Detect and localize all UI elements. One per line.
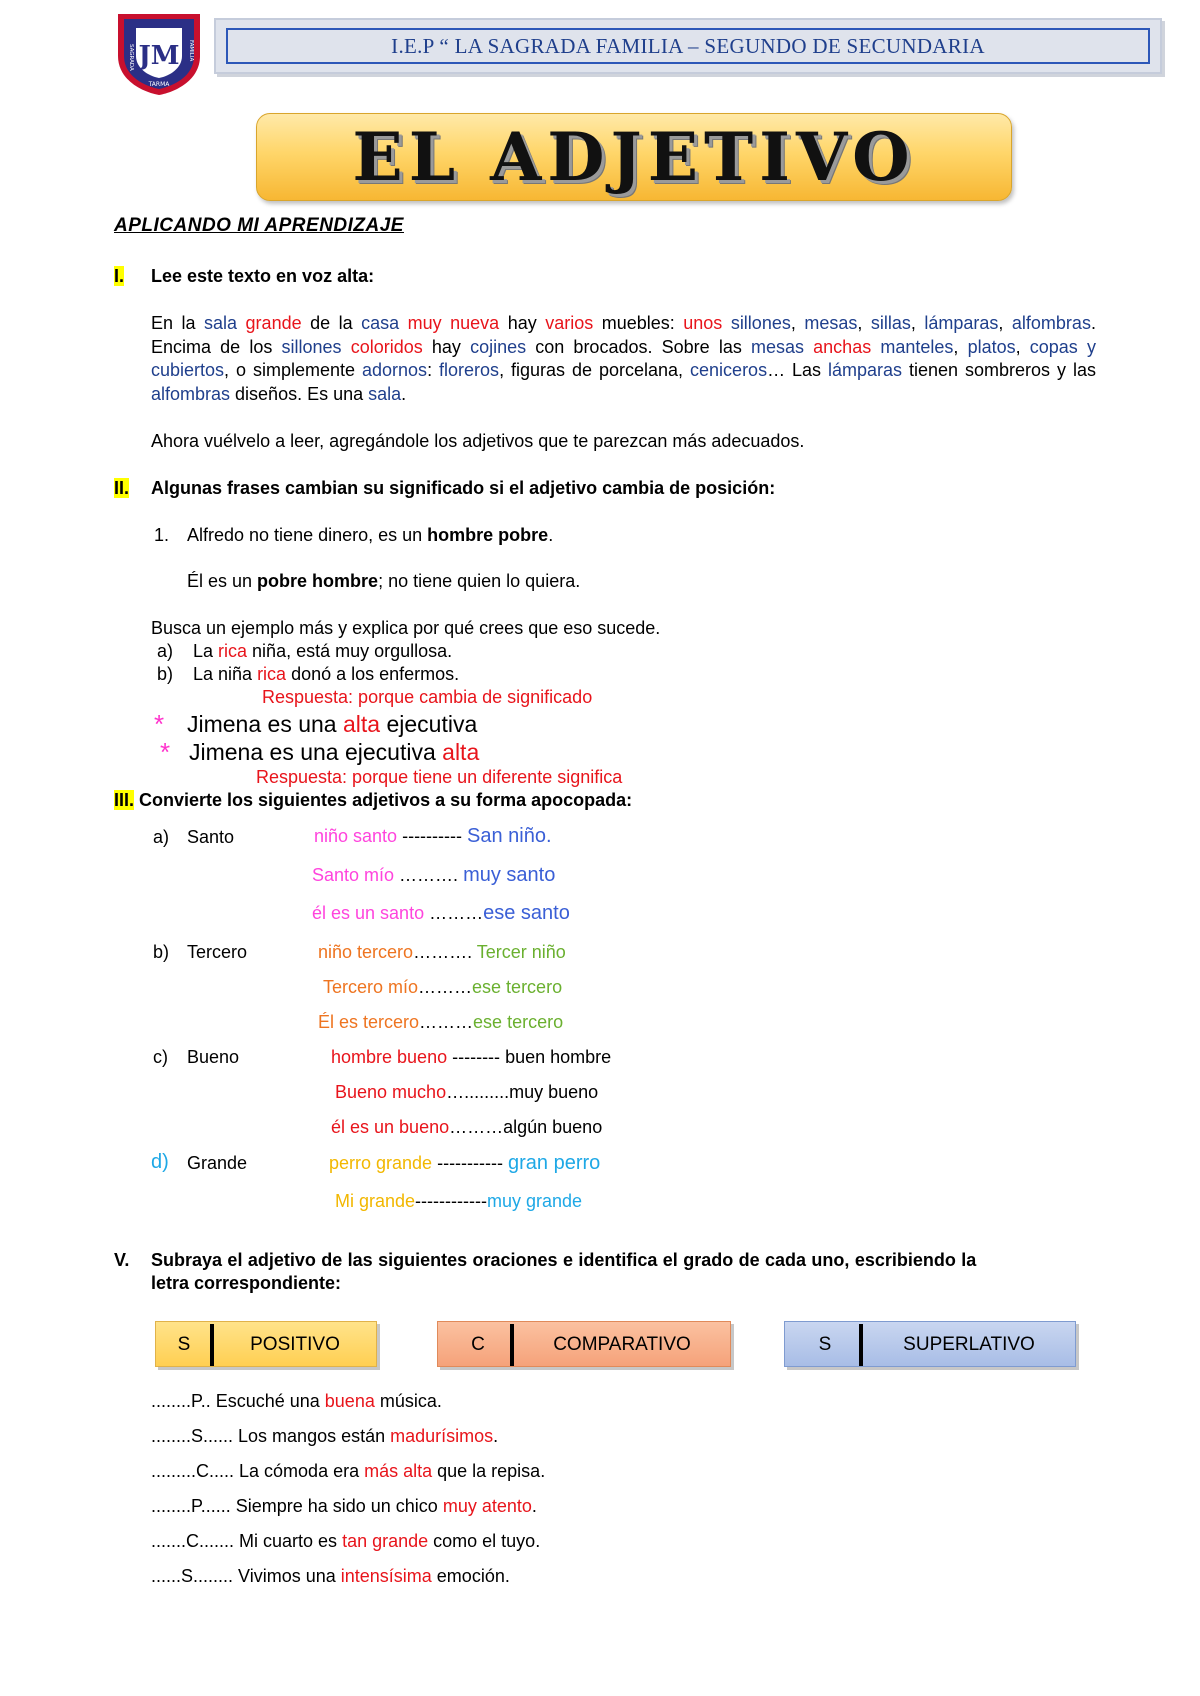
paragraph-text: hay (422, 336, 471, 357)
item-a-row-3-c: ese santo (483, 902, 570, 924)
example-2-bold: pobre hombre (257, 571, 379, 591)
sentence-5-pre: Mi cuarto es (239, 1531, 343, 1551)
noun-word: sillones (730, 313, 791, 333)
section-ii-heading: Algunas frases cambian su significado si el adjetivo cambia de posición: (151, 478, 776, 498)
school-banner (214, 18, 1162, 74)
title-banner (256, 113, 1012, 201)
logo-text-left: SAGRADA (128, 44, 134, 71)
sentence-1-pre: Escuché una (215, 1391, 325, 1411)
school-name: I.E.P “ LA SAGRADA FAMILIA – SEGUNDO DE SECUNDARIA (226, 28, 1150, 64)
item-d-row-2-b: ------------ (415, 1191, 487, 1211)
item-c-row-3-a: él es un bueno (331, 1117, 450, 1137)
sentence-2-answer: ........S...... (151, 1426, 239, 1446)
item-d-row-1 (329, 1152, 600, 1174)
sentence-3-answer: .........C..... (151, 1461, 240, 1481)
grade-comparativo-key: C (471, 1334, 485, 1355)
item-b-row-2 (323, 976, 562, 998)
example-a-label: a) (157, 641, 174, 661)
noun-word: platos (967, 336, 1016, 357)
noun-word: casa (361, 313, 400, 333)
noun-word: alfombras (151, 383, 231, 404)
item-b-row-3-b: ……… (419, 1012, 474, 1032)
item-b-row-3-a: Él es tercero (318, 1012, 420, 1032)
example-a (157, 640, 453, 662)
item-c-word: Bueno (187, 1047, 240, 1067)
paragraph-text: . (401, 383, 407, 404)
example-b-post: donó a los enfermos. (286, 664, 460, 684)
item-d-row-2-c: muy grande (486, 1191, 583, 1211)
example-a-pre: La (193, 641, 219, 661)
noun-word: sillas (870, 313, 911, 333)
adjective-word: grande (245, 313, 302, 333)
noun-word: alfombras (1011, 313, 1091, 333)
adjective-word: unos (683, 313, 723, 333)
item-a-row-2-b: ………. (394, 865, 464, 885)
section-iii-title (114, 789, 632, 811)
item-c-row-3-c: algún bueno (503, 1117, 603, 1137)
paragraph-text: , (1015, 336, 1030, 357)
star-bullet-icon: * (154, 709, 165, 739)
jimena-1-pre: Jimena es una (187, 711, 343, 737)
paragraph-text: , o simplemente (224, 360, 362, 380)
noun-word: copas y cubiertos (151, 336, 1096, 380)
item-a-label: a) (153, 827, 170, 847)
logo-text-right: FAMILIA (188, 40, 194, 62)
paragraph-text: , (953, 336, 968, 357)
paragraph-text: , (910, 313, 925, 333)
sentence-6-pre: Vivimos una (238, 1566, 341, 1586)
example-a-sentence (193, 640, 452, 662)
sentence-6-adj: intensísima (340, 1566, 432, 1586)
noun-word: sala (368, 383, 402, 404)
item-d-word: Grande (187, 1153, 248, 1173)
paragraph-text (342, 337, 351, 357)
example-a-adj: rica (218, 641, 248, 661)
example-b-label: b) (157, 664, 174, 684)
example-1-number: 1. (154, 525, 170, 545)
paragraph-text: con brocados. Sobre las (526, 336, 751, 357)
sentence-2-post: . (493, 1426, 499, 1446)
jimena-1 (154, 709, 478, 739)
paragraph-text: , figuras de porcelana, (499, 360, 691, 380)
section-ii-number: II. (114, 478, 130, 498)
item-b-label: b) (153, 942, 170, 962)
item-a-row-1-c: San niño. (467, 825, 552, 847)
paragraph-text: tienen sombreros y las (902, 360, 1096, 380)
paragraph-text (804, 337, 813, 357)
paragraph-text: : (427, 360, 440, 380)
paragraph-text (722, 313, 731, 333)
grade-positivo-key: S (177, 1334, 191, 1355)
adjective-word: muy nueva (407, 313, 500, 333)
logo-text-bottom: TARMA (148, 81, 170, 88)
paragraph-text: hay (499, 313, 546, 333)
section-iii-number: III. (114, 790, 135, 810)
noun-word: floreros (439, 360, 500, 380)
sentence-6-answer: ......S........ (151, 1566, 239, 1586)
noun-word: sillones (281, 336, 342, 357)
item-c-row-2 (335, 1081, 598, 1103)
sentence-5 (151, 1530, 540, 1552)
section-i-number: I. (114, 266, 125, 286)
answer-1: Respuesta: porque cambia de significado (262, 687, 593, 707)
noun-word: cojines (470, 336, 527, 357)
example-1 (154, 524, 554, 546)
jimena-1-adj: alta (342, 711, 381, 737)
item-c-row-2-b: …......... (446, 1082, 510, 1102)
item-a-row-3 (312, 902, 570, 924)
example-1-sentence (187, 524, 553, 546)
sentence-2-adj: madurísimos (390, 1426, 494, 1446)
grade-superlativo-key: S (818, 1334, 832, 1355)
jimena-2-pre: Jimena es una ejecutiva (189, 739, 443, 765)
example-b (157, 663, 460, 685)
paragraph-text: . Encima de los (151, 313, 1096, 357)
logo-monogram: JM (138, 41, 180, 71)
example-2-pre: Él es un (187, 571, 258, 591)
sentence-4-adj: muy atento (442, 1496, 532, 1516)
paragraph-text: , (857, 313, 871, 333)
item-d-label: d) (151, 1151, 169, 1173)
item-c-row-3 (331, 1116, 602, 1138)
sentence-5-post: como el tuyo. (428, 1531, 541, 1551)
sentence-1-adj: buena (324, 1391, 375, 1411)
paragraph-text: , (998, 313, 1012, 333)
item-b-row-1-a: niño tercero (318, 942, 414, 962)
example-b-pre: La niña (193, 664, 258, 684)
sentence-3-pre: La cómoda era (239, 1461, 365, 1481)
item-a-row-2-c: muy santo (463, 864, 556, 886)
adjective-word: varios (545, 313, 594, 333)
item-a-row-2 (312, 864, 555, 886)
grade-comparativo-label: COMPARATIVO (553, 1334, 691, 1355)
jimena-1-sentence (187, 710, 477, 738)
grade-positivo (155, 1321, 377, 1367)
section-v-number: V. (114, 1250, 130, 1270)
jimena-2-adj: alta (442, 739, 480, 765)
example-1-post: . (548, 525, 554, 545)
item-b-row-2-a: Tercero mío (323, 977, 419, 997)
noun-word: mesas (750, 336, 804, 357)
sentence-6 (151, 1565, 510, 1587)
sentence-4-post: . (531, 1496, 537, 1516)
paragraph-text (871, 337, 880, 357)
item-b-row-2-c: ese tercero (472, 977, 563, 997)
sentence-3-adj: más alta (364, 1461, 433, 1481)
grade-positivo-label: POSITIVO (250, 1334, 340, 1355)
item-a-word: Santo (187, 827, 235, 847)
example-a-post: niña, está muy orgullosa. (247, 641, 453, 661)
item-b-row-2-b: ……… (418, 977, 473, 997)
example-2 (187, 570, 580, 592)
adjective-word: coloridos (350, 336, 423, 357)
grade-superlativo (784, 1321, 1076, 1367)
sentence-3 (151, 1460, 545, 1482)
sentence-2 (151, 1425, 498, 1447)
item-c-row-2-c: muy bueno (509, 1082, 599, 1102)
item-d-row-2-a: Mi grande (335, 1191, 416, 1211)
sentence-1 (151, 1390, 442, 1412)
item-c-row-3-b: ……… (449, 1117, 504, 1137)
sentence-5-answer: .......C....... (151, 1531, 240, 1551)
jimena-2-sentence (189, 738, 479, 766)
jimena-2 (160, 737, 480, 767)
item-c-row-1-b: -------- (447, 1047, 506, 1067)
paragraph-text: de la (301, 313, 362, 333)
item-b-row-3 (318, 1011, 563, 1033)
grade-superlativo-label: SUPERLATIVO (903, 1334, 1035, 1355)
noun-word: ceniceros (690, 360, 768, 380)
sentence-4 (151, 1495, 537, 1517)
school-logo (114, 10, 204, 96)
item-b-row-1-c: Tercer niño (476, 942, 566, 962)
item-d-row-2 (335, 1190, 582, 1212)
page-title: EL ADJETIVO (352, 118, 916, 196)
section-heading: APLICANDO MI APRENDIZAJE (114, 215, 404, 236)
sentence-2-pre: Los mangos están (238, 1426, 391, 1446)
sentence-1-answer: ........P.. (151, 1391, 216, 1411)
paragraph-text (237, 313, 246, 333)
noun-word: lámparas (924, 313, 999, 333)
section-i-title (114, 265, 375, 287)
item-b-row-1 (318, 941, 566, 963)
adjective-word: anchas (813, 336, 872, 357)
paragraph-text: , (790, 313, 805, 333)
item-a-row-3-a: él es un santo (312, 903, 425, 923)
section-iii-heading: Convierte los siguientes adjetivos a su forma apocopada: (134, 790, 633, 810)
item-a-row-2-a: Santo mío (312, 865, 395, 885)
item-c-row-1 (331, 1046, 611, 1068)
item-c-row-2-a: Bueno mucho (335, 1082, 447, 1102)
example-2-post: ; no tiene quien lo quiera. (378, 571, 581, 591)
noun-word: mesas (804, 313, 858, 333)
noun-word: lámparas (828, 360, 903, 380)
star-bullet-icon: * (160, 737, 171, 767)
item-b-row-1-b: ………. (413, 942, 477, 962)
item-d-row-1-a: perro grande (329, 1153, 433, 1173)
example-b-sentence (193, 663, 459, 685)
paragraph-text: … Las (767, 360, 829, 380)
paragraph-text: diseños. Es una (230, 383, 369, 404)
paragraph-text (399, 313, 408, 333)
sentence-1-post: música. (374, 1391, 442, 1411)
example-1-pre: Alfredo no tiene dinero, es un (187, 525, 428, 545)
reading-instruction: Ahora vuélvelo a leer, agregándole los adjetivos que te parezcan más adecuados. (151, 431, 805, 451)
sentence-6-post: emoción. (431, 1566, 510, 1586)
grade-comparativo (437, 1321, 731, 1367)
jimena-1-post: ejecutiva (380, 711, 478, 737)
sentence-5-adj: tan grande (342, 1531, 429, 1551)
section-v-heading-2: letra correspondiente: (151, 1273, 342, 1293)
sentence-3-post: que la repisa. (432, 1461, 546, 1481)
item-c-row-1-c: buen hombre (505, 1047, 612, 1067)
section-ii-title (114, 477, 776, 499)
section-v-heading-1: Subraya el adjetivo de las siguientes oraciones e identifica el grado de cada uno, escribiendo la (151, 1250, 977, 1270)
item-a-row-1 (314, 825, 552, 847)
sentence-4-pre: Siempre ha sido un chico (235, 1496, 443, 1516)
answer-2: Respuesta: porque tiene un diferente significa (256, 767, 623, 787)
item-d-row-1-b: ----------- (432, 1153, 509, 1173)
item-b-word: Tercero (187, 942, 248, 962)
noun-word: manteles (880, 336, 954, 357)
item-a-row-1-b: ---------- (397, 826, 468, 846)
example-b-adj: rica (257, 664, 287, 684)
item-b-row-3-c: ese tercero (473, 1012, 564, 1032)
item-c-row-1-a: hombre bueno (331, 1047, 448, 1067)
item-d-row-1-c: gran perro (508, 1152, 601, 1174)
reading-paragraph (151, 312, 1096, 406)
section-i-heading: Lee este texto en voz alta: (151, 266, 375, 286)
paragraph-text: muebles: (593, 313, 684, 333)
example-1-bold: hombre pobre (427, 525, 549, 545)
paragraph-text: En la (151, 313, 205, 333)
example-prompt: Busca un ejemplo más y explica por qué crees que eso sucede. (151, 618, 661, 638)
noun-word: sala (204, 313, 238, 333)
item-c-label: c) (153, 1047, 168, 1067)
noun-word: adornos (362, 360, 428, 380)
item-a-row-1-a: niño santo (314, 826, 398, 846)
sentence-4-answer: ........P...... (151, 1496, 236, 1516)
item-a-row-3-b: ……… (424, 903, 484, 923)
